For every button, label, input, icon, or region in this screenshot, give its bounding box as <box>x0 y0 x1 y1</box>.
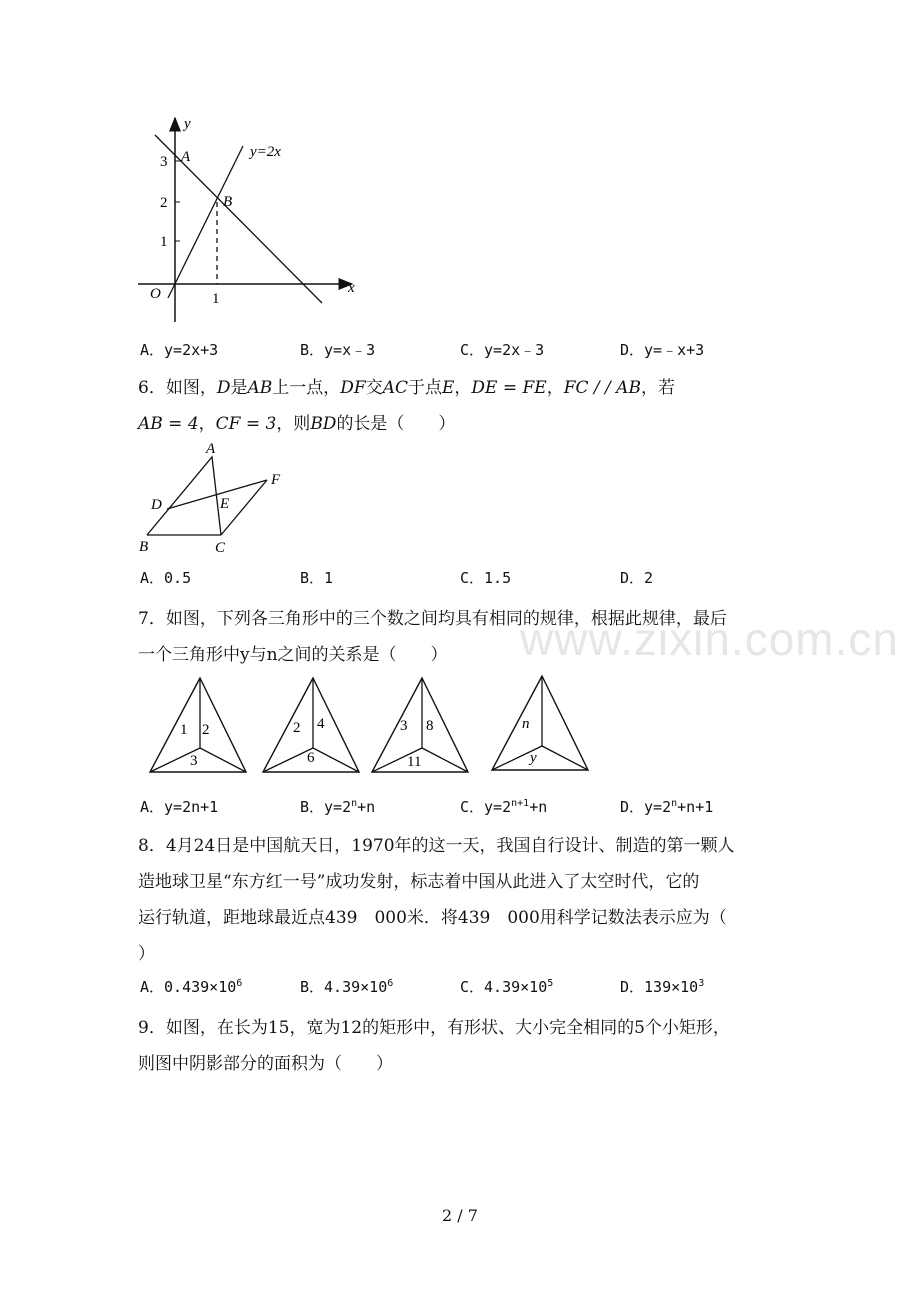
tick-y2: 2 <box>160 195 168 211</box>
q7-line1: 7．如图，下列各三角形中的三个数之间均具有相同的规律，根据此规律，最后 <box>138 609 727 629</box>
svg-text:3: 3 <box>400 718 408 734</box>
q8-line3: 运行轨道，距地球最近点439 000米．将439 000用科学记数法表示应为（ <box>138 908 727 928</box>
svg-text:B: B <box>139 539 149 555</box>
y-axis-label: y <box>184 116 191 132</box>
page-number: 2 / 7 <box>442 1206 478 1225</box>
q5-option-c: C．y=2x﹣3 <box>460 341 545 359</box>
q7-option-b: B．$y=2^n+n$ <box>300 798 376 816</box>
svg-text:1: 1 <box>180 722 188 738</box>
q8-line2: 造地球卫星“东方红一号”成功发射，标志着中国从此进入了太空时代，它的 <box>138 872 700 892</box>
svg-text:11: 11 <box>407 754 422 770</box>
line-label: y=2x <box>250 144 281 160</box>
svg-text:n: n <box>522 716 530 732</box>
q6-line1: 6．如图，D是AB上一点，DF交AC于点E，DE = FE，FC / / AB，若 <box>138 378 675 398</box>
triangle-3 <box>372 678 468 772</box>
triangle-4 <box>492 676 588 770</box>
tick-x1: 1 <box>212 291 220 307</box>
q9-line2: 则图中阴影部分的面积为（ ） <box>138 1054 393 1074</box>
q8-option-b: B．$4.39\times 10^6$ <box>300 978 394 996</box>
q7-option-a: A．y=2n+1 <box>140 798 219 816</box>
q7-triangles <box>140 670 600 780</box>
svg-text:F: F <box>271 472 281 488</box>
svg-text:C: C <box>215 540 226 556</box>
q6-option-d: D．2 <box>620 569 654 587</box>
q9-line1: 9．如图，在长为15，宽为12的矩形中，有形状、大小完全相同的5个小矩形， <box>138 1018 730 1038</box>
q5-option-d: D．y=﹣x+3 <box>620 341 705 359</box>
svg-text:4: 4 <box>317 716 325 732</box>
svg-text:y: y <box>530 750 537 766</box>
q8-line1: 8．4月24日是中国航天日，1970年的这一天，我国自行设计、制造的第一颗人 <box>138 836 735 856</box>
q6-option-b: B．1 <box>300 569 334 587</box>
triangle-1 <box>150 678 246 772</box>
q8-option-d: D．$139\times 10^3$ <box>620 978 705 996</box>
q8-option-c: C．$4.39\times 10^5$ <box>460 978 554 996</box>
tick-y3: 3 <box>160 154 168 170</box>
svg-text:6: 6 <box>307 750 315 766</box>
q8-line4: ） <box>138 944 155 964</box>
q5-option-b: B．y=x﹣3 <box>300 341 376 359</box>
q6-option-a: A．0.5 <box>140 569 192 587</box>
svg-text:2: 2 <box>293 720 301 736</box>
q8-option-a: A．$0.439\times 10^6$ <box>140 978 243 996</box>
svg-text:D: D <box>151 497 162 513</box>
origin-label: O <box>150 286 161 302</box>
watermark: www.zixin.com.cn <box>520 613 899 665</box>
svg-text:8: 8 <box>426 718 434 734</box>
q5-option-a: A．y=2x+3 <box>140 341 219 359</box>
x-axis-label: x <box>348 280 355 296</box>
line-2x <box>168 146 243 298</box>
q6-figure <box>135 438 295 558</box>
svg-text:2: 2 <box>202 722 210 738</box>
q7-option-d: D．$y=2^n+n+1$ <box>620 798 714 816</box>
q5-coordinate-graph <box>130 110 370 330</box>
svg-text:3: 3 <box>190 753 198 769</box>
svg-text:A: A <box>206 441 216 457</box>
triangle-2 <box>263 678 359 772</box>
q7-line2: 一个三角形中y与n之间的关系是（ ） <box>138 645 448 665</box>
q7-option-c: C．$y=2^{n+1}+n$ <box>460 798 548 816</box>
q6-line2: AB = 4，CF = 3，则BD的长是（ ） <box>138 414 456 434</box>
q6-option-c: C．1.5 <box>460 569 512 587</box>
tick-y1: 1 <box>160 234 168 250</box>
point-b-label: B <box>223 194 233 210</box>
point-a-label: A <box>181 149 191 165</box>
svg-text:E: E <box>220 496 230 512</box>
